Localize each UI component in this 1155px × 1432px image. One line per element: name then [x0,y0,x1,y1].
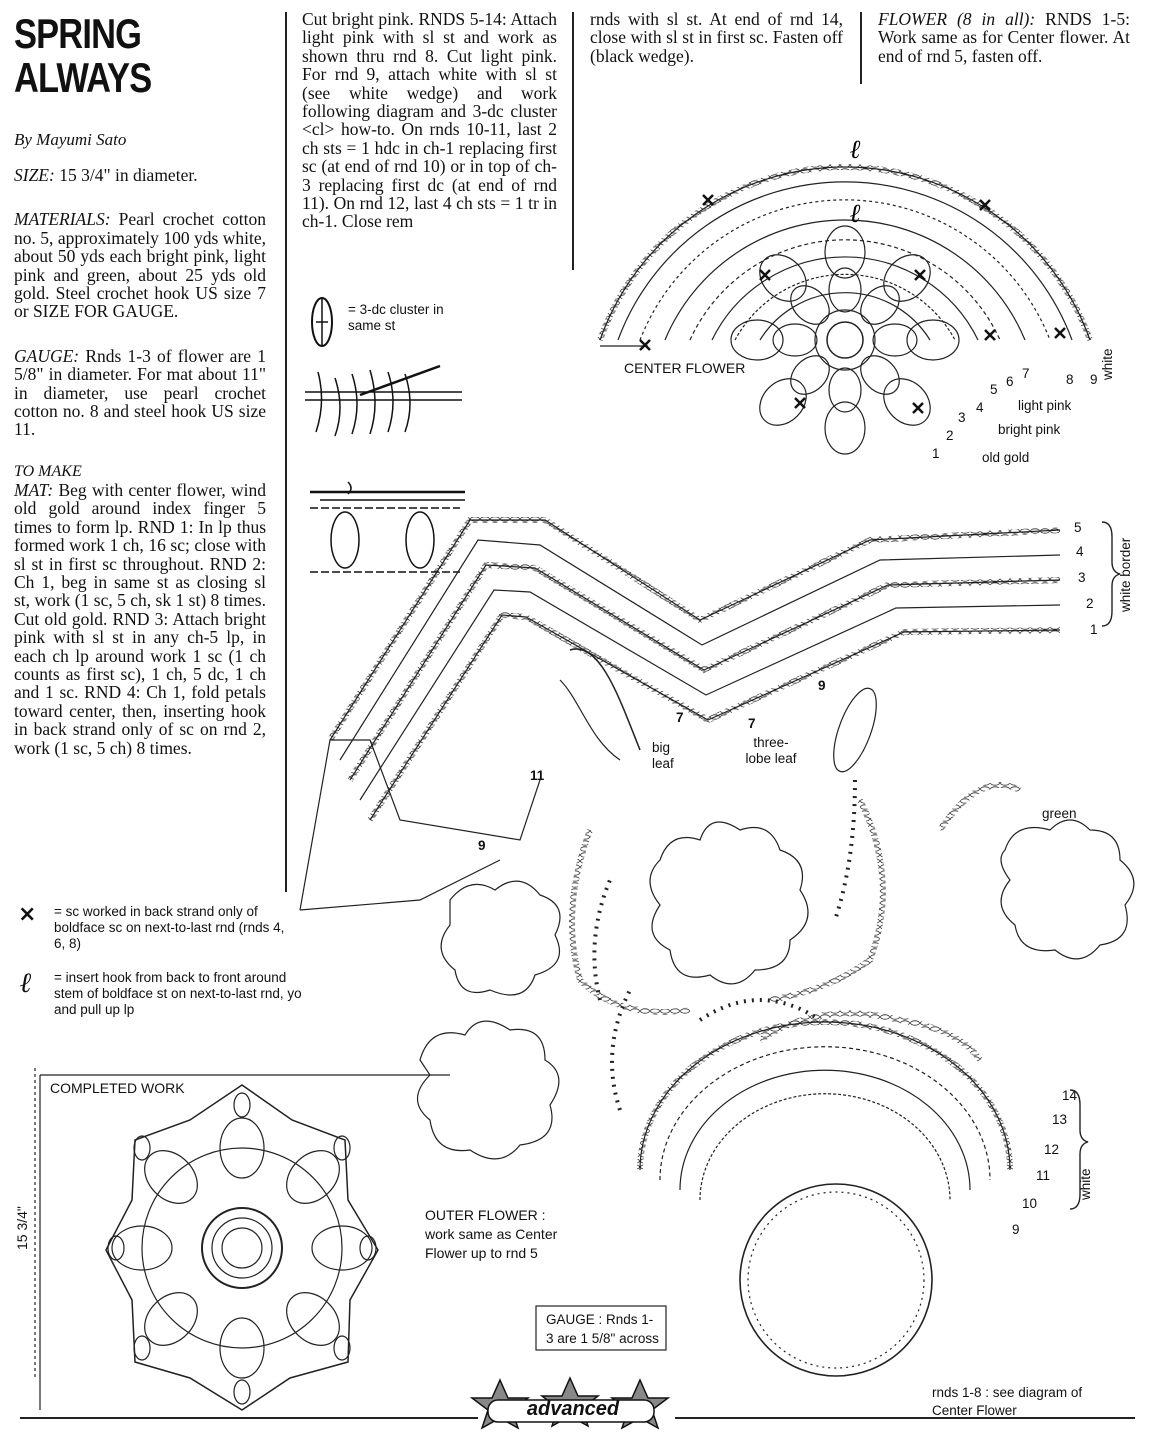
color-white-center: white [1100,348,1115,380]
round-number-6: 6 [1006,374,1014,389]
to-make-heading: TO MAKE [14,462,82,480]
rnds-note: rnds 1-8 : see diagram of Center Flower [932,1385,1083,1418]
color-old-gold: old gold [982,450,1030,465]
border-round-2: 2 [1086,596,1094,611]
white-border-label: white border [1118,537,1133,612]
close-rounds-paragraph: rnds with sl st. At end of rnd 14, close with sl st in first sc. Fasten off (black wedge). [590,9,843,66]
green-label: green [1042,806,1077,821]
byline: By Mayumi Sato [14,130,127,149]
lower-round-9: 9 [1012,1222,1020,1237]
center-flower-diagram [600,167,1090,454]
lower-round-12: 12 [1044,1142,1060,1157]
size-label: SIZE: [14,165,55,185]
svg-text:ℓ: ℓ [850,199,862,229]
border-round-4: 4 [1076,544,1084,559]
round-number-9: 9 [1090,372,1098,387]
completed-work-frame [40,1075,450,1410]
round-number-5: 5 [990,382,998,397]
size-text: 15 3/4" in diameter. [54,165,198,185]
round-label-7a: 7 [676,710,684,725]
center-flower-label: CENTER FLOWER [624,360,746,376]
round-label-9b: 9 [478,838,486,853]
lower-round-10: 10 [1022,1196,1038,1211]
round-label-9a: 9 [818,678,826,693]
gauge-box-text: GAUGE : Rnds 1-3 are 1 5/8" across [546,1312,659,1346]
round-number-1: 1 [932,446,940,461]
round-number-8: 8 [1066,372,1074,387]
flower-label: FLOWER (8 in all): [878,9,1036,29]
round-label-7b: 7 [748,716,756,731]
stitch-howto-illustration-1 [305,366,462,436]
stitch-howto-illustration-2 [310,482,465,572]
advanced-badge: advanced [526,1398,620,1420]
outer-flower-note: OUTER FLOWER : work same as Center Flower up to rnd 5 [425,1207,558,1261]
cluster-symbol-icon [312,298,332,346]
completed-work-label: COMPLETED WORK [50,1080,185,1096]
border-round-3: 3 [1078,570,1086,585]
title-line-1: SPRING [14,10,142,57]
x-mark-icon: × [18,902,37,927]
white-label-lower: white [1078,1168,1093,1200]
completed-work-diagram [35,1068,378,1410]
legend-insert-hook-text: = insert hook from back to front around stem of boldface st on next-to-last rnd, yo and pull up lp [54,970,302,1017]
materials-text: Pearl crochet cotton no. 5, approximately 100 yds white, about 50 yds each bright pink, light pink and green, about 25 yds old gold. Steel crochet hook US size 7 or SIZE FOR GAUGE. [14,209,266,322]
round-label-11: 11 [530,768,545,783]
round-number-2: 2 [946,428,954,443]
mat-label: MAT: [14,479,54,500]
materials-label: MATERIALS: [14,209,111,230]
legend-cluster-text: = 3-dc cluster in same st [348,302,444,333]
round-number-4: 4 [976,400,984,415]
hook-symbol-icon: ℓ [20,966,32,999]
round-number-7: 7 [1022,366,1030,381]
lower-round-11: 11 [1036,1168,1051,1183]
color-bright-pink: bright pink [998,422,1061,437]
mat-text: Beg with center flower, wind old gold around index finger 5 times to form lp. RND 1: In lp thus formed work 1 ch, 16 sc; close with sl st in first sc throughout. RND 2: Ch 1, beg in same st as closing sl st, work (1 sc, 5 ch, sk 1 st) 8 times. Cut old gold. RND 3: Attach bright pink with sl st in any ch-5 lp, in each ch lp around work 1 sc (1 ch counts as first sc), 1 ch, 5 dc, 1 ch and 1 sc. RND 4: Ch 1, fold petals toward center, then, inserting hook in back strand only of sc on rnd 2, work (1 sc, 5 ch) 8 times. [14,479,266,758]
border-round-1: 1 [1090,622,1098,637]
color-light-pink: light pink [1018,398,1072,413]
rounds-5-14-paragraph: Cut bright pink. RNDS 5-14: Attach light pink with sl st and work as shown thru rnd 8. Cut light pink. For rnd 9, attach white with sl st (see white wedge) and work following diagram and 3-dc cluster <cl> how-to. On rnds 10-11, last 2 ch sts = 1 hdc in ch-1 replacing first sc (at end of rnd 10) or in top of ch-3 replacing first dc (at end of rnd 11). On rnd 12, last 4 ch sts = 1 tr in ch-1. Close rem [302,9,557,232]
lower-round-14: 14 [1062,1088,1078,1103]
title-line-2: ALWAYS [14,54,152,101]
round-number-3: 3 [958,410,966,425]
three-lobe-leaf-label: three-lobe leaf [745,735,797,766]
completed-dimension: 15 3/4" [14,1206,30,1250]
lower-round-13: 13 [1052,1112,1068,1127]
legend-sc-back-text: = sc worked in back strand only of boldface sc on next-to-last rnd (rnds 4, 6, 8) [54,904,285,951]
border-round-5: 5 [1074,520,1082,535]
big-leaf-label: big leaf [652,740,674,771]
svg-text:ℓ: ℓ [850,135,862,165]
gauge-text: Rnds 1-3 of flower are 1 5/8" in diameter. For mat about 11" in diameter, use pearl crochet cotton no. 8 and steel hook US size 11. [14,345,266,440]
gauge-label: GAUGE: [14,345,80,366]
flower-text: RNDS 1-5: Work same as for Center flower. At end of rnd 5, fasten off. [878,9,1131,66]
